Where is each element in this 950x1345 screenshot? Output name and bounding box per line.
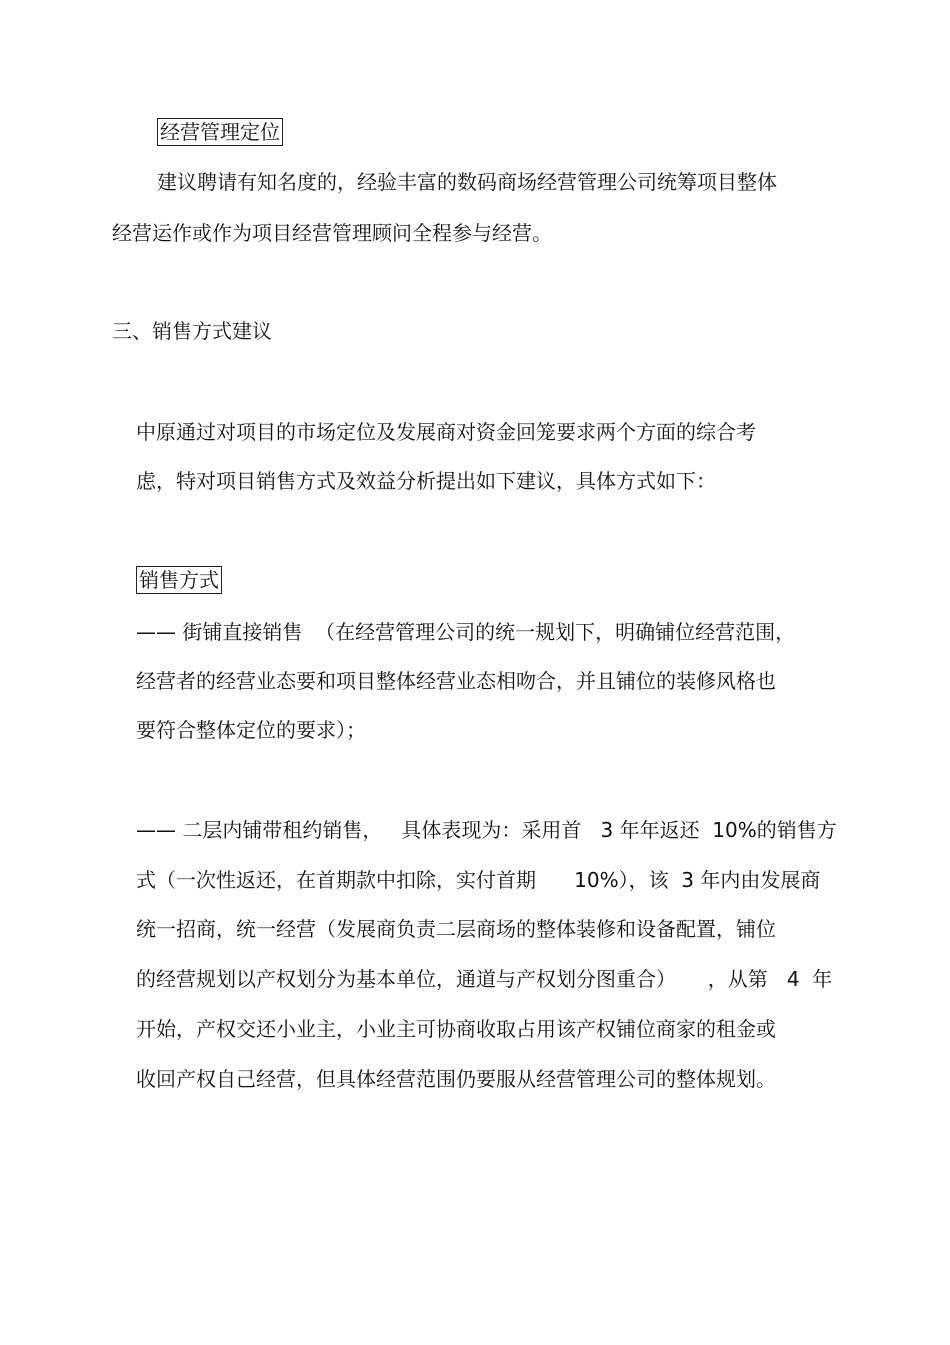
list-item-line: 要符合整体定位的要求）； [136,718,366,742]
subsection-heading-boxed: 销售方式 [136,566,222,594]
list-item-line: —— 二层内铺带租约销售， 具体表现为：采用首 3 年年返还 10%的销售方 [136,818,837,842]
paragraph-line: 经营运作或作为项目经营管理顾问全程参与经营。 [112,221,552,245]
list-item-line: 经营者的经营业态要和项目整体经营业态相吻合，并且铺位的装修风格也 [136,669,776,693]
section-title: 三、销售方式建议 [112,319,272,343]
list-item-line: 式（一次性返还，在首期款中扣除，实付首期 10%），该 3 年内由发展商 [136,868,821,892]
list-item-line: 统一招商，统一经营（发展商负责二层商场的整体装修和设备配置，铺位 [136,917,776,941]
list-item-line: 开始，产权交还小业主，小业主可协商收取占用该产权铺位商家的租金或 [136,1017,776,1041]
list-item-line: 的经营规划以产权划分为基本单位，通道与产权划分图重合） ，从第 4 年 [136,967,833,991]
section-heading-boxed: 经营管理定位 [157,118,283,146]
paragraph-line: 虑，特对项目销售方式及效益分析提出如下建议，具体方式如下： [136,469,716,493]
list-item-line: —— 街铺直接销售 （在经营管理公司的统一规划下，明确铺位经营范围， [136,620,796,644]
paragraph-line: 中原通过对项目的市场定位及发展商对资金回笼要求两个方面的综合考 [136,420,756,444]
list-item-line: 收回产权自己经营，但具体经营范围仍要服从经营管理公司的整体规划。 [136,1067,776,1091]
paragraph-line: 建议聘请有知名度的，经验丰富的数码商场经营管理公司统筹项目整体 [157,170,777,194]
